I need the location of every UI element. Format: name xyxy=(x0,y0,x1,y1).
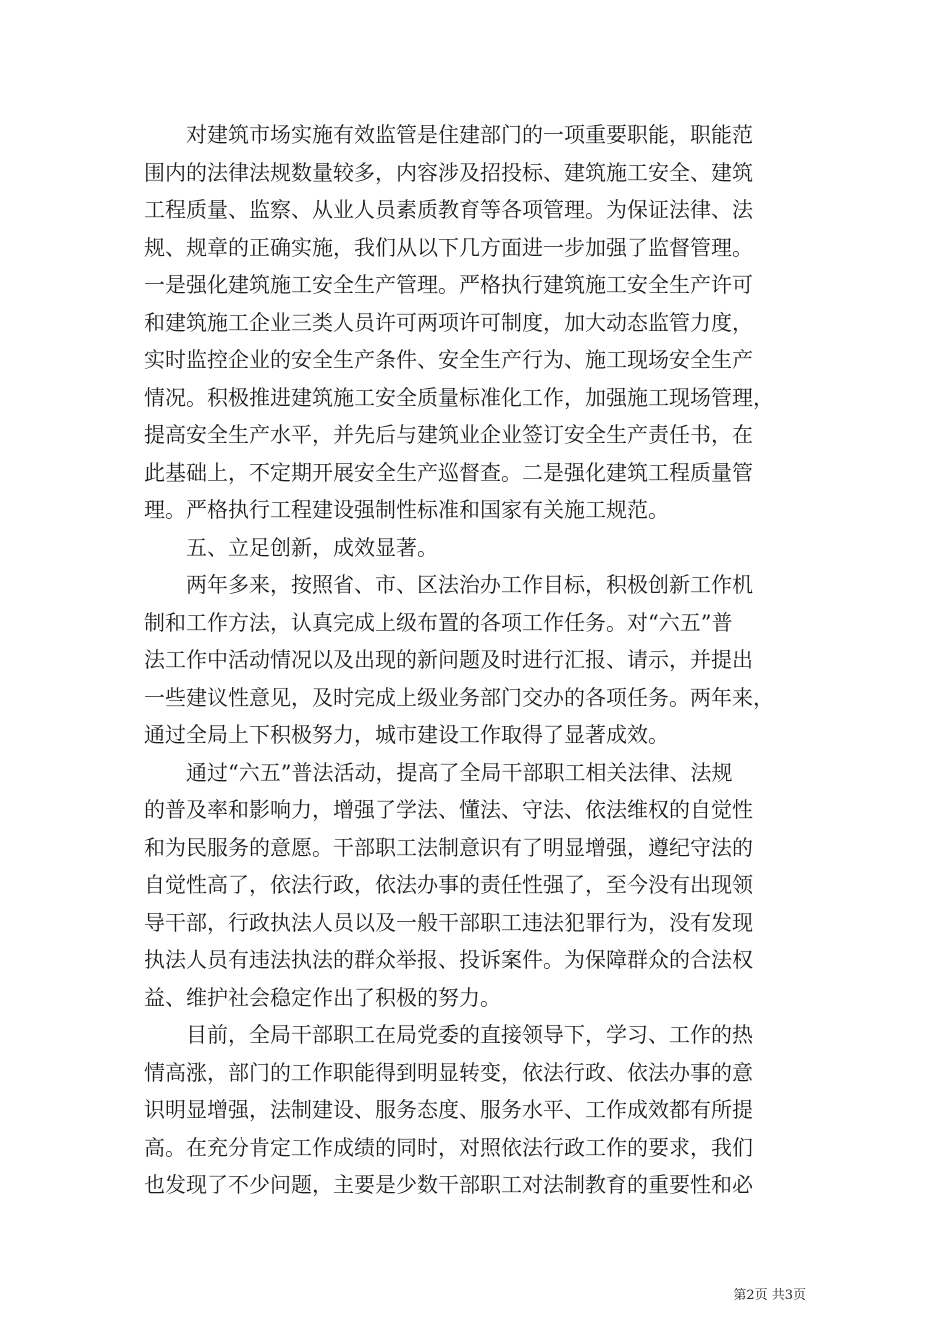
text-line: 五、立足创新，成效显著。 xyxy=(186,535,438,560)
text-line: 两年多来，按照省、市、区法治办工作目标，积极创新工作机 xyxy=(186,573,753,597)
text-line: 一是强化建筑施工安全生产管理。严格执行建筑施工安全生产许可 xyxy=(144,273,753,297)
text-line: 识明显增强，法制建设、服务态度、服务水平、工作成效都有所提 xyxy=(144,1098,753,1122)
text-line: 的普及率和影响力，增强了学法、懂法、守法、依法维权的自觉性 xyxy=(144,798,753,822)
text-line: 理。严格执行工程建设强制性标准和国家有关施工规范。 xyxy=(144,498,669,522)
text-line: 执法人员有违法执法的群众举报、投诉案件。为保障群众的合法权 xyxy=(144,948,753,972)
page-number xyxy=(733,1288,806,1304)
text-line: 也发现了不少问题，主要是少数干部职工对法制教育的重要性和必 xyxy=(144,1173,753,1197)
text-line: 通过全局上下积极努力，城市建设工作取得了显著成效。 xyxy=(144,723,669,747)
page-number-label: 第2页 共3页 xyxy=(733,1288,806,1303)
text-line: 导干部，行政执法人员以及一般干部职工违法犯罪行为，没有发现 xyxy=(144,910,753,935)
text-line: 和建筑施工企业三类人员许可两项许可制度，加大动态监管力度， xyxy=(144,310,753,335)
text-line: 制和工作方法，认真完成上级布置的各项工作任务。对“六五”普 xyxy=(144,610,733,635)
text-line: 情况。积极推进建筑施工安全质量标准化工作，加强施工现场管理， xyxy=(144,385,774,410)
text-line: 一些建议性意见，及时完成上级业务部门交办的各项任务。两年来， xyxy=(144,685,774,710)
text-line: 工程质量、监察、从业人员素质教育等各项管理。为保证法律、法 xyxy=(144,198,753,222)
text-line: 目前，全局干部职工在局党委的直接领导下，学习、工作的热 xyxy=(186,1023,753,1047)
text-line: 情高涨，部门的工作职能得到明显转变，依法行政、依法办事的意 xyxy=(144,1060,753,1085)
text-line: 对建筑市场实施有效监管是住建部门的一项重要职能，职能范 xyxy=(186,123,753,147)
text-line: 通过“六五”普法活动，提高了全局干部职工相关法律、法规 xyxy=(186,760,733,785)
text-line: 此基础上，不定期开展安全生产巡督查。二是强化建筑工程质量管 xyxy=(144,460,753,485)
text-line: 规、规章的正确实施，我们从以下几方面进一步加强了监督管理。 xyxy=(144,235,753,260)
text-line: 法工作中活动情况以及出现的新问题及时进行汇报、请示，并提出 xyxy=(144,648,753,672)
document-body xyxy=(144,117,806,1205)
text-line: 提高安全生产水平，并先后与建筑业企业签订安全生产责任书，在 xyxy=(144,423,753,447)
text-line: 高。在充分肯定工作成绩的同时，对照依法行政工作的要求，我们 xyxy=(144,1135,753,1160)
text-line: 自觉性高了，依法行政，依法办事的责任性强了，至今没有出现领 xyxy=(144,873,753,897)
text-line: 实时监控企业的安全生产条件、安全生产行为、施工现场安全生产 xyxy=(144,348,753,372)
text-line: 围内的法律法规数量较多，内容涉及招投标、建筑施工安全、建筑 xyxy=(144,160,753,185)
text-line: 和为民服务的意愿。干部职工法制意识有了明显增强，遵纪守法的 xyxy=(144,835,753,860)
text-line: 益、维护社会稳定作出了积极的努力。 xyxy=(144,985,501,1010)
